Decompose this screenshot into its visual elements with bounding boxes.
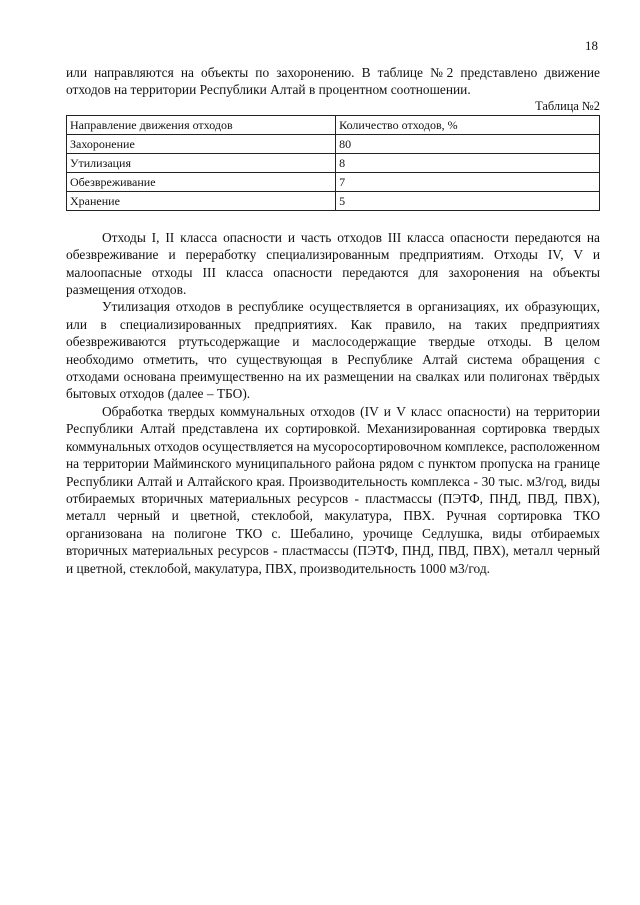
table-cell-quantity: 80 (336, 134, 600, 153)
table-cell-quantity: 7 (336, 172, 600, 191)
table-row (67, 191, 600, 210)
body-text (66, 229, 600, 577)
document-content (66, 64, 600, 577)
column-header-direction: Направление движения отходов (67, 115, 336, 134)
paragraph-sorting: Обработка твердых коммунальных отходов (IV и V класс опасности) на территории Республики Алтай представлена их сортировкой. Механизированная сортировка твердых коммунальных отходов осуществляется на мусоросортировочном комплексе, расположенном на территории Майминского муниципального района рядом с пунктом пропуска на границе Республики Алтай и Алтайского края. Производительность комплекса - 30 тыс. м3/год, виды отбираемых вторичных материальных ресурсов - пластмассы (ПЭТФ, ПНД, ПВД, ПВХ), металл черный и цветной, стеклобой, макулатура, ПВХ. Ручная сортировка ТКО организована на полигоне ТКО с. Шебалино, урочище Седлушка, виды отбираемых вторичных материальных ресурсов - пластмассы (ПЭТФ, ПНД, ПВД, ПВХ), металл черный и цветной, стеклобой, макулатура, ПВХ, производительность 1000 м3/год. (66, 403, 600, 576)
table-row (67, 134, 600, 153)
table-row (67, 153, 600, 172)
table-cell-direction: Обезвреживание (67, 172, 336, 191)
table-cell-direction: Захоронение (67, 134, 336, 153)
table-caption: Таблица №2 (535, 98, 600, 113)
table-cell-quantity: 5 (336, 191, 600, 210)
table-row (67, 172, 600, 191)
page-number: 18 (585, 38, 598, 53)
column-header-quantity: Количество отходов, % (336, 115, 600, 134)
table-header-row (67, 115, 600, 134)
paragraph-utilization: Утилизация отходов в республике осуществляется в организациях, их образующих, или в специализированных предприятиях. Как правило, на таких предприятиях обезвреживаются ртутьсодержащие и маслосодержащие твердые отходы. В целом необходимо отметить, что существующая в Республике Алтай система обращения с отходами основана преимущественно на их размещении на свалках или полигонах твёрдых бытовых отходов (далее – ТБО). (66, 299, 600, 402)
paragraph-hazard-classes: Отходы I, II класса опасности и часть отходов III класса опасности передаются на обезвреживание и переработку специализированным предприятиям. Отходы IV, V и малоопасные отходы III класса опасности передаются для захоронения на объекты размещения отходов. (66, 229, 600, 298)
table-cell-quantity: 8 (336, 153, 600, 172)
intro-paragraph: или направляются на объекты по захоронению. В таблице №2 представлено движение отходов на территории Республики Алтай в процентном соотношении. (66, 65, 600, 98)
table-cell-direction: Утилизация (67, 153, 336, 172)
table-cell-direction: Хранение (67, 191, 336, 210)
waste-movement-table (66, 115, 600, 211)
